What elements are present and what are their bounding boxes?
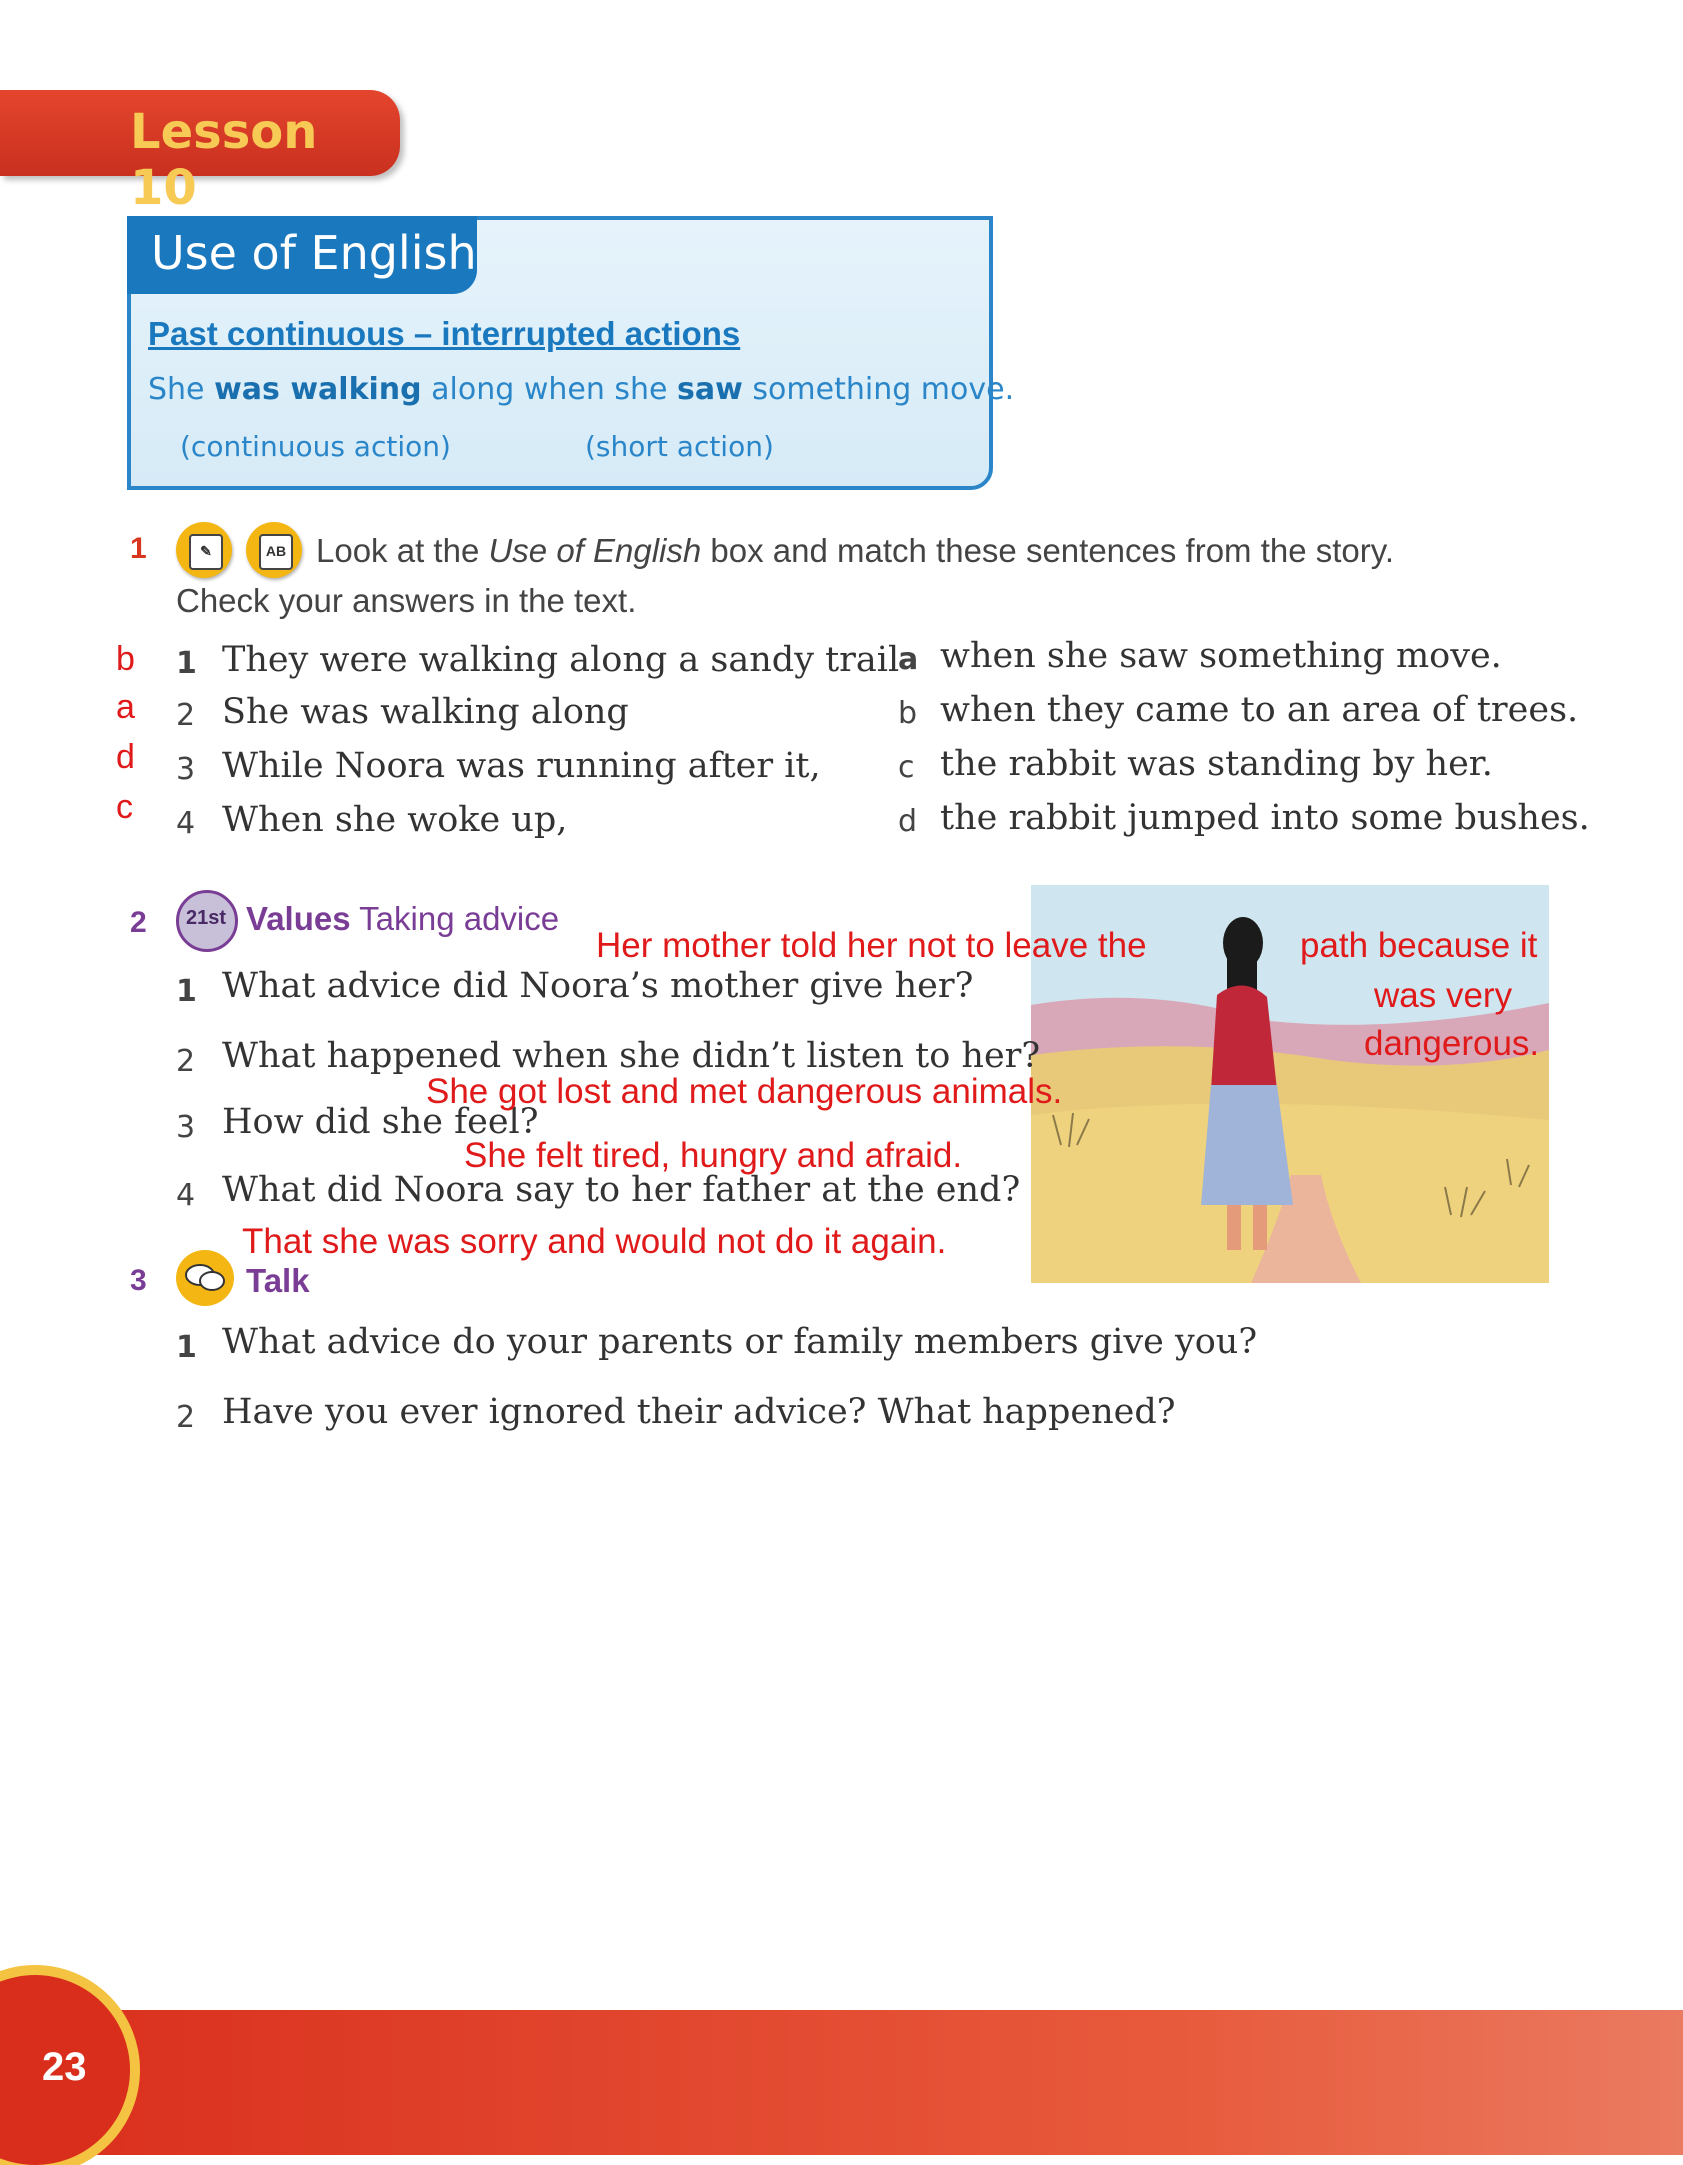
left-item-3: While Noora was running after it, <box>222 746 821 786</box>
left-item-number: 3 <box>176 752 196 787</box>
footer-bar <box>0 2010 1683 2155</box>
exercise-2-number: 2 <box>130 906 147 939</box>
answer-2-1a: Her mother told her not to leave the <box>596 926 1147 965</box>
left-item-number: 2 <box>176 698 196 733</box>
right-item-d: the rabbit jumped into some bushes. <box>940 798 1590 838</box>
activity-book-icon: AB <box>246 522 302 578</box>
continuous-action-label: (continuous action) <box>180 430 451 463</box>
grammar-subtitle: Past continuous – interrupted actions <box>148 315 741 352</box>
answer-2-3: She felt tired, hungry and afraid. <box>464 1136 963 1175</box>
q-number: 2 <box>176 1044 196 1079</box>
answer-2-1d: dangerous. <box>1364 1024 1540 1063</box>
left-item-4: When she woke up, <box>222 800 568 840</box>
workbook-icon: ✎ <box>176 522 232 578</box>
use-of-english-title: Use of English <box>151 226 477 280</box>
q-number: 1 <box>176 1330 197 1365</box>
answer-1: b <box>116 640 135 678</box>
talk-heading: Talk <box>246 1262 310 1299</box>
right-item-letter: d <box>898 804 918 839</box>
left-item-number: 1 <box>176 646 197 681</box>
right-item-c: the rabbit was standing by her. <box>940 744 1493 784</box>
talk-icon <box>176 1250 234 1306</box>
page-number: 23 <box>42 2045 87 2089</box>
question-3-1: What advice do your parents or family members give you? <box>222 1322 1258 1362</box>
answer-4: c <box>116 788 133 826</box>
question-2-2: What happened when she didn’t listen to her? <box>222 1036 1041 1076</box>
lesson-title: Lesson 10 <box>130 104 318 216</box>
question-2-1: What advice did Noora’s mother give her? <box>222 966 974 1006</box>
exercise-1-number: 1 <box>130 532 147 565</box>
left-item-1: They were walking along a sandy trail <box>222 640 900 680</box>
use-of-english-tab <box>127 216 477 294</box>
exercise-1-instruction: Look at the Use of English box and match these sentences from the story. <box>316 532 1394 569</box>
answer-2-1c: was very <box>1374 976 1513 1015</box>
q-number: 1 <box>176 974 197 1009</box>
values-heading: Values Taking advice <box>246 900 560 937</box>
q-number: 3 <box>176 1110 196 1145</box>
right-item-letter: a <box>898 642 919 677</box>
answer-3: d <box>116 738 135 776</box>
q-number: 2 <box>176 1400 196 1435</box>
answer-2: a <box>116 688 135 726</box>
question-3-2: Have you ever ignored their advice? What happened? <box>222 1392 1176 1432</box>
answer-2-2: She got lost and met dangerous animals. <box>426 1072 1063 1111</box>
right-item-a: when she saw something move. <box>940 636 1502 676</box>
exercise-1-instruction-line2: Check your answers in the text. <box>176 582 637 619</box>
short-action-label: (short action) <box>585 430 774 463</box>
exercise-3-number: 3 <box>130 1264 147 1297</box>
right-item-letter: c <box>898 750 915 785</box>
grammar-example: She was walking along when she saw something move. <box>148 372 1015 407</box>
q-number: 4 <box>176 1178 196 1213</box>
21st-century-skills-icon: 21st <box>176 890 238 952</box>
left-item-number: 4 <box>176 806 196 841</box>
answer-2-4: That she was sorry and would not do it again. <box>242 1222 947 1261</box>
lesson-tab <box>0 90 400 216</box>
right-item-b: when they came to an area of trees. <box>940 690 1579 730</box>
answer-2-1b: path because it <box>1300 926 1538 965</box>
question-2-4: What did Noora say to her father at the end? <box>222 1170 1021 1210</box>
right-item-letter: b <box>898 696 918 731</box>
left-item-2: She was walking along <box>222 692 629 732</box>
question-2-3: How did she feel? <box>222 1102 539 1142</box>
